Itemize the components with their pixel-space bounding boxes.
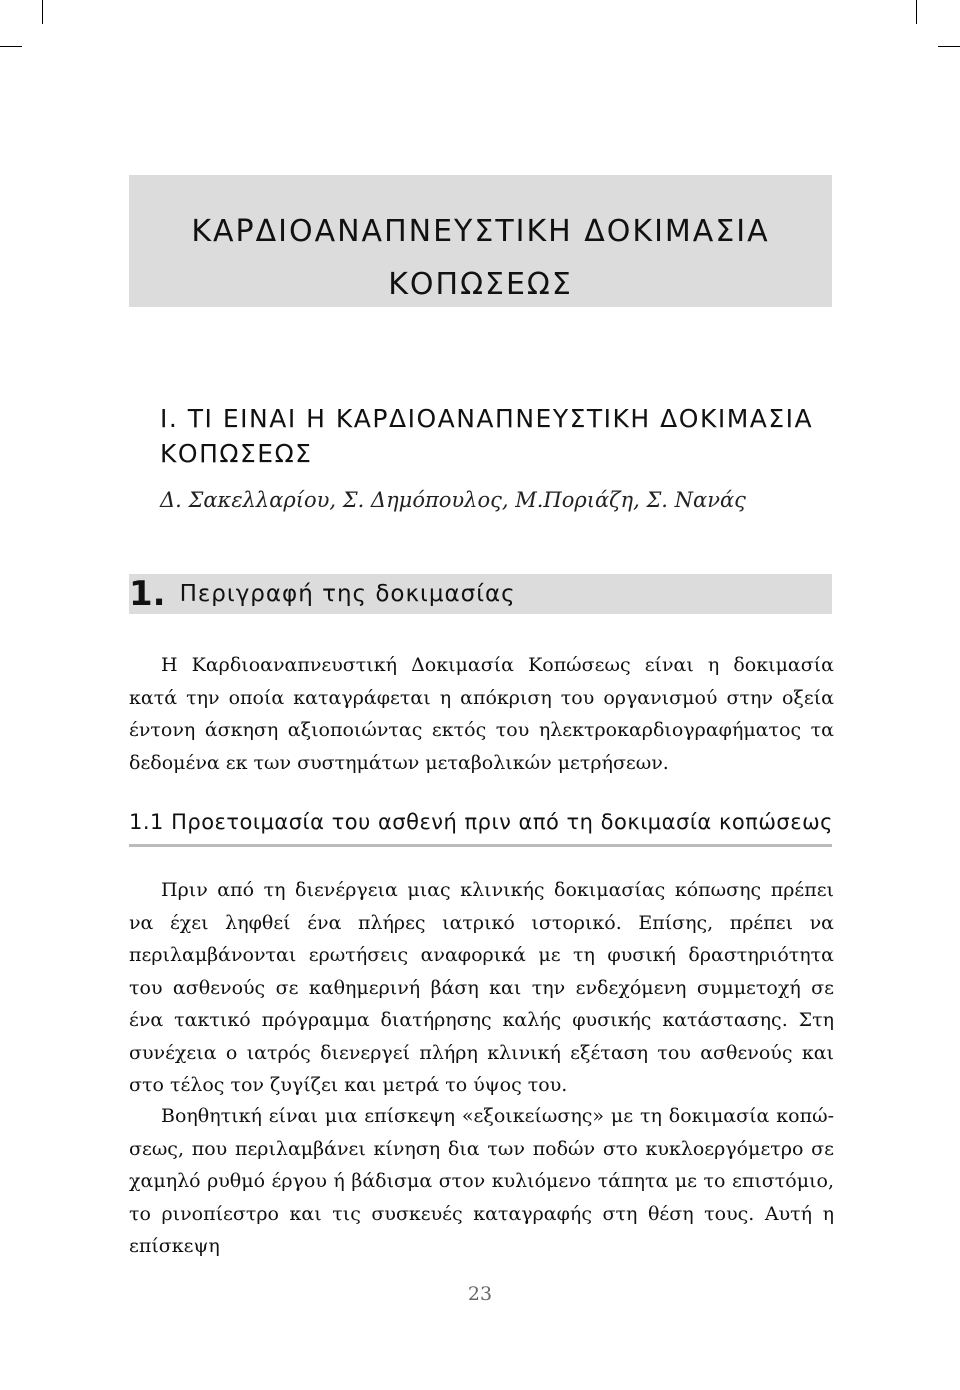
section-title: Περιγραφή της δοκιμασίας [179,581,516,607]
crop-mark-top-right-horizontal [938,46,960,47]
authors-line: Δ. Σακελλαρίου, Σ. Δημόπουλος, Μ.Ποριάζη, Σ. Νανάς [160,488,746,512]
section-paragraph: Η Καρδιοαναπνευστική Δοκιμασία Κοπώσεως είναι η δοκιμασία κατά την οποία καταγράφεται η απόκριση του οργανισμού στην οξεία έντονη άσκηση αξιοποιώντας εκτός του ηλεκτροκαρδιογραφήματος τα δεδομένα εκ των συστημάτων μεταβολικών μετρήσεων. [129,654,834,774]
part-title [160,401,840,471]
subsection-title: 1.1 Προετοιμασία του ασθενή πριν από τη δοκιμασία κοπώσεως [129,810,833,834]
crop-mark-top-right-vertical [916,0,917,24]
section-number: 1. [129,574,166,614]
chapter-title-line-2: ΚΟΠΩΣΕΩΣ [388,267,573,302]
crop-mark-top-left-horizontal [0,46,22,47]
subsection-underline [129,844,832,847]
subsection-paragraph-2: Βοηθητική είναι μια επίσκεψη «εξοικείωσης» με τη δοκιμασία κοπώσεως, που περιλαμβάνει κίνηση δια των ποδών στο κυκλοεργόμετρο σε χαμηλό ρυθμό έργου ή βάδισμα στον κυλιόμενο τάπητα με το επιστόμιο, το ρινοπίεστρο και τις συσκευές καταγραφής στη θέση τους. Αυτή η επίσκεψη [129,1105,834,1257]
chapter-title-banner [129,175,832,307]
part-title-line-1: Ι. ΤΙ ΕΙΝΑΙ Η ΚΑΡΔΙΟΑΝΑΠΝΕΥΣΤΙΚΗ ΔΟΚΙΜΑΣΙΑ [160,404,814,433]
crop-mark-top-left-vertical [42,0,43,24]
section-heading [129,572,516,616]
page-number: 23 [467,1283,493,1305]
subsection-paragraph-1: Πριν από τη διενέργεια μιας κλινικής δοκιμασίας κόπωσης πρέπει να έχει ληφθεί ένα πλήρες ιατρικό ιστορικό. Επίσης, πρέπει να περιλαμβάνονται ερωτήσεις αναφορικά με τη φυσική δραστηριότητα του ασθενούς σε καθημερινή βάση και την ενδεχόμενη συμμετοχή σε ένα τακτικό πρόγραμμα διατήρησης καλής φυσικής κατάστασης. Στη συνέχεια ο ιατρός διενεργεί πλήρη κλινική εξέταση του ασθενούς και στο τέλος τον ζυγίζει και μετρά το ύψος του. [129,879,834,1096]
chapter-title-line-1: ΚΑΡΔΙΟΑΝΑΠΝΕΥΣΤΙΚΗ ΔΟΚΙΜΑΣΙΑ [191,214,770,249]
part-title-line-2: ΚΟΠΩΣΕΩΣ [160,439,313,468]
